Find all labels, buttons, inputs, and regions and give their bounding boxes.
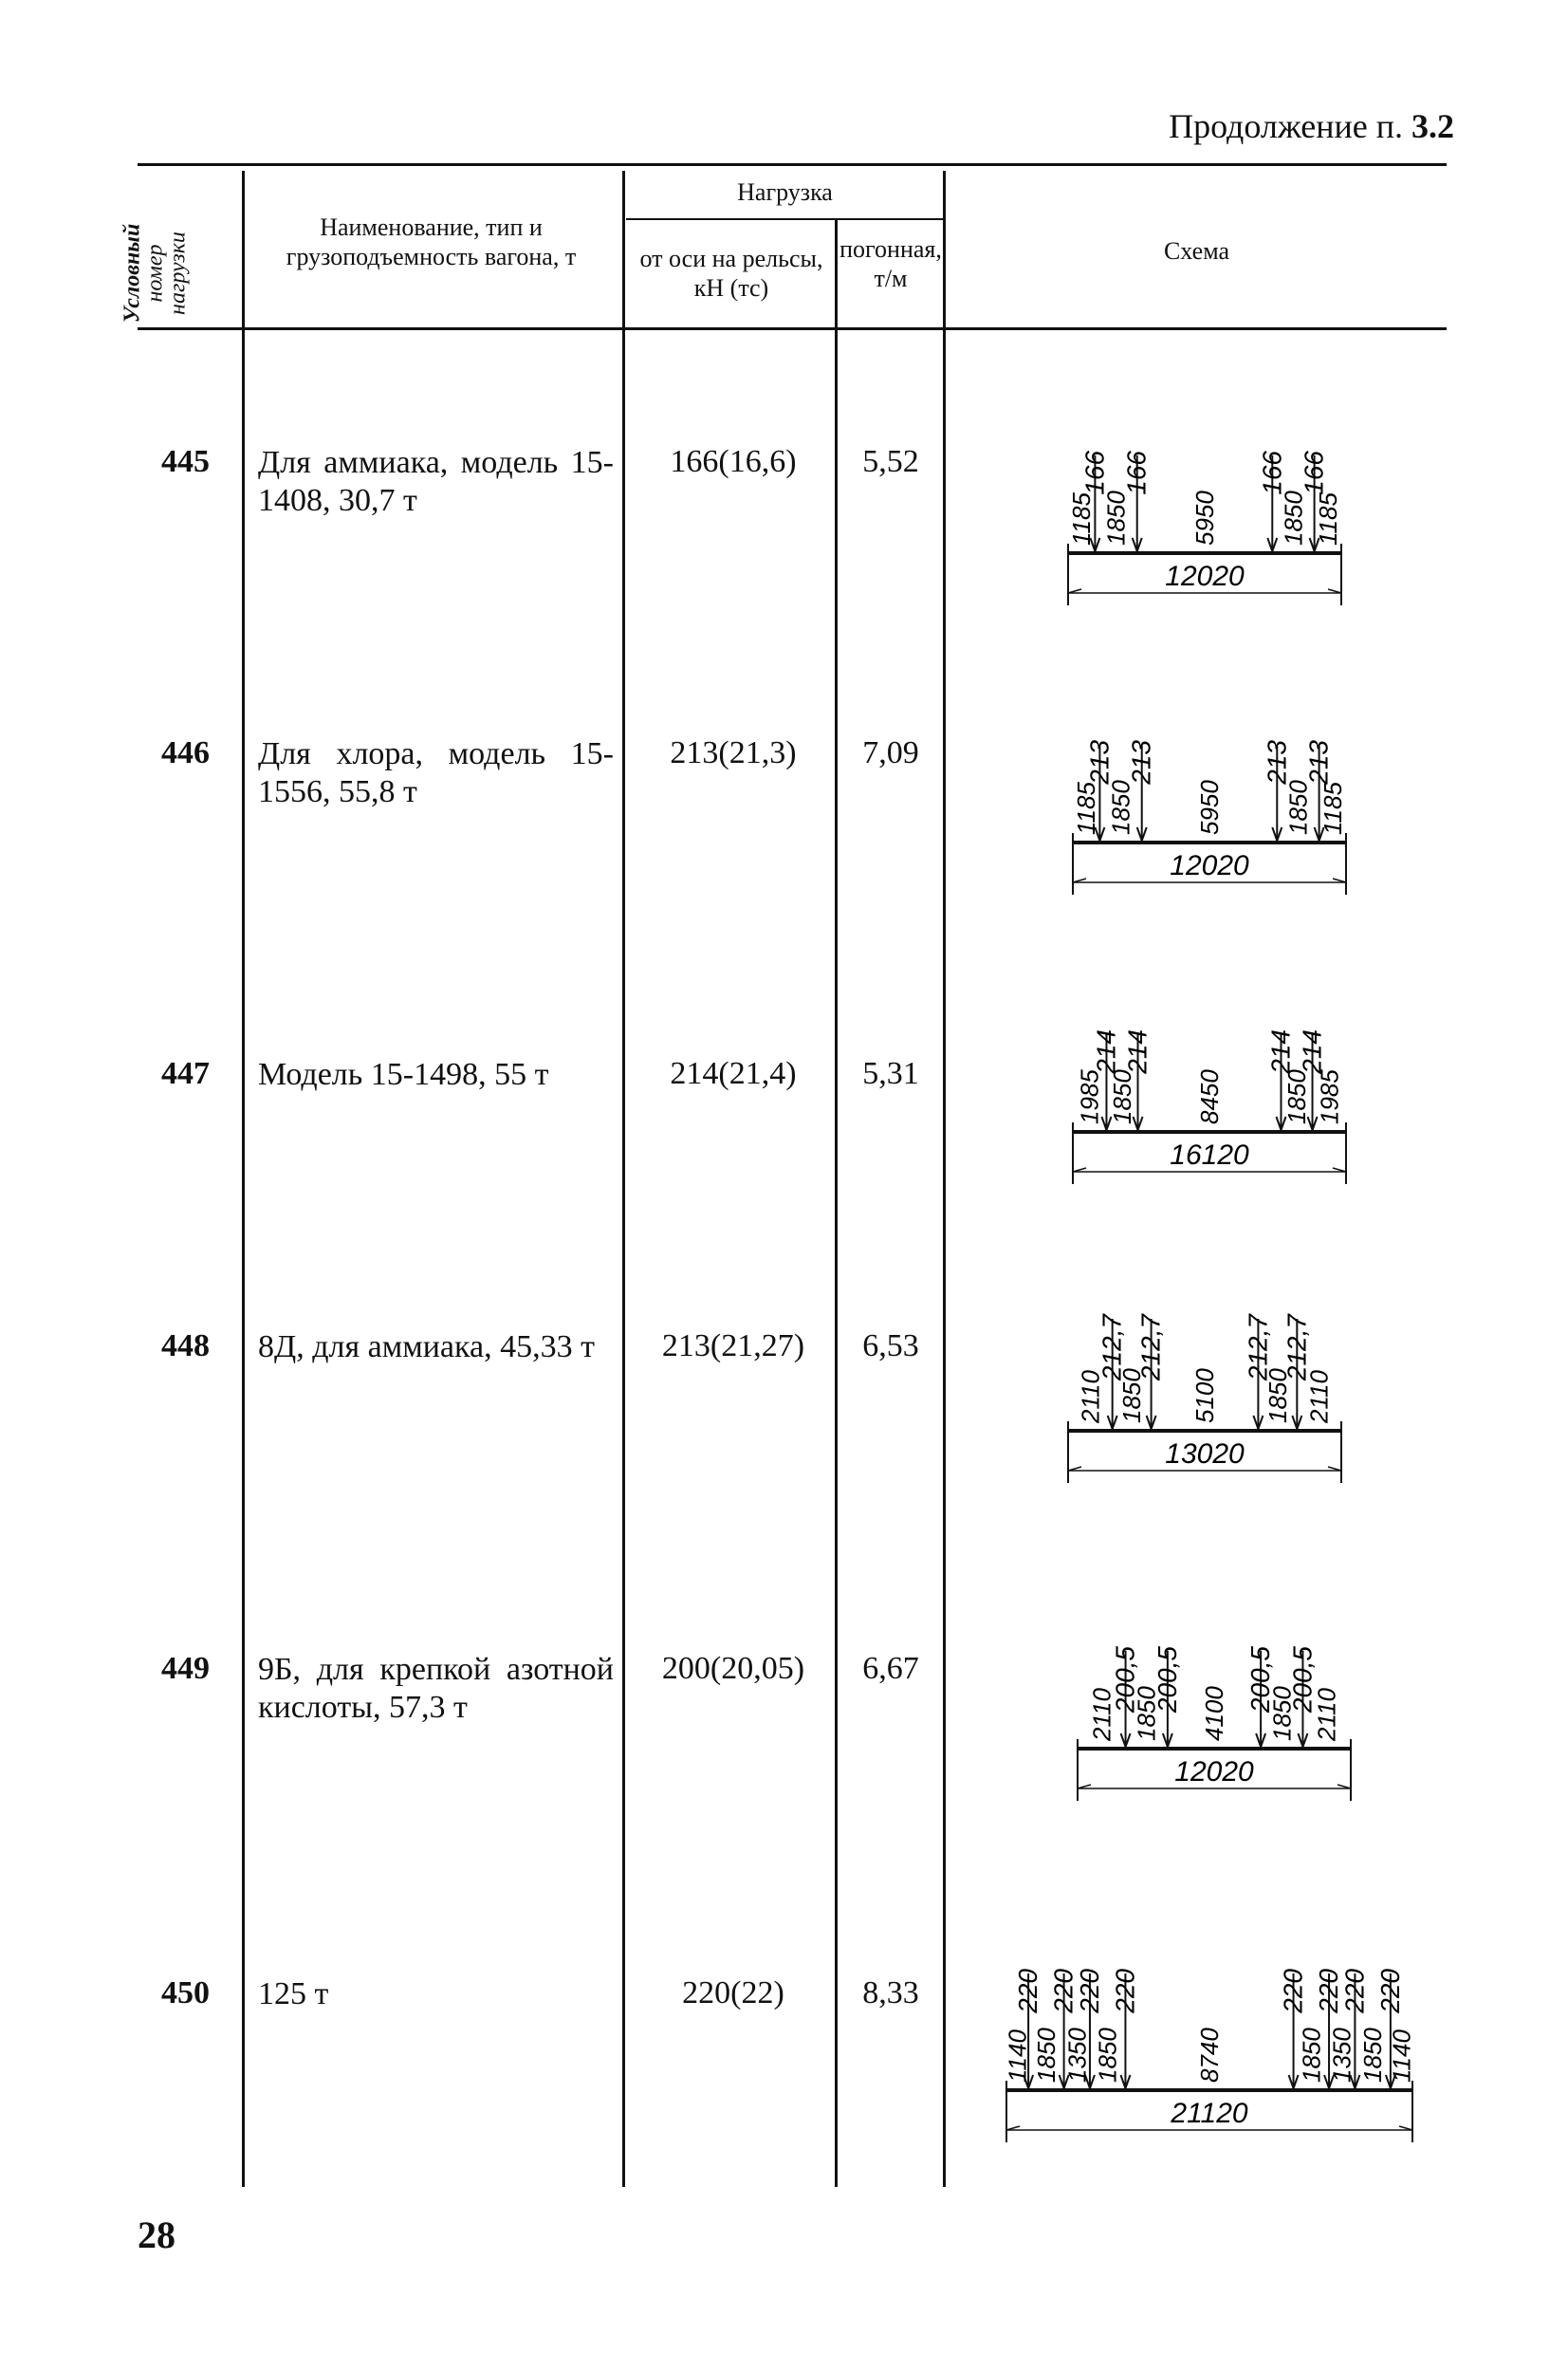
load-scheme <box>1001 1902 1418 2149</box>
scheme-axle-load-label: 220 <box>1339 1969 1370 2013</box>
row-linear-load: 5,52 <box>862 444 919 479</box>
scheme-total-length: 13020 <box>1165 1438 1245 1470</box>
scheme-spacing-label: 1850 <box>1267 1686 1297 1741</box>
scheme-total-length: 16120 <box>1170 1139 1249 1171</box>
scheme-total-length: 12020 <box>1170 850 1249 881</box>
row-name: 8Д, для аммиака, 45,33 т <box>258 1329 595 1364</box>
scheme-spacing-label: 1850 <box>1279 491 1308 546</box>
scheme-axle-load-label: 220 <box>1278 1969 1308 2013</box>
scheme-spacing-label: 1850 <box>1358 2028 1388 2083</box>
scheme-axle-load-label: 220 <box>1048 1969 1079 2013</box>
header-load-linear: погонная, т/м <box>839 235 942 292</box>
load-subheader-rule <box>626 218 944 220</box>
scheme-axle-load-label: 214 <box>1297 1029 1327 1074</box>
row-linear-load: 6,53 <box>862 1328 919 1363</box>
row-number: 447 <box>161 1056 210 1091</box>
row-number: 449 <box>161 1651 210 1686</box>
scheme-spacing-label: 1850 <box>1117 1368 1147 1423</box>
col-divider-3 <box>835 220 838 2187</box>
scheme-axle-load-label: 213 <box>1262 740 1292 785</box>
scheme-spacing-label: 1350 <box>1062 2028 1092 2083</box>
scheme-axle-load-label: 213 <box>1303 740 1334 785</box>
scheme-spacing-label: 1850 <box>1283 780 1313 835</box>
scheme-axle-load-label: 220 <box>1314 1969 1344 2013</box>
scheme-total-length: 21120 <box>1171 2098 1248 2129</box>
scheme-total-length: 12020 <box>1174 1756 1254 1788</box>
row-linear-load: 7,09 <box>862 735 919 770</box>
load-scheme <box>1067 963 1352 1191</box>
scheme-spacing-label: 1185 <box>1067 492 1097 546</box>
scheme-spacing-label: 5950 <box>1190 491 1219 546</box>
col-divider-4 <box>943 171 946 2187</box>
scheme-axle-load-label: 220 <box>1074 1969 1104 2013</box>
scheme-spacing-label: 2110 <box>1304 1370 1334 1423</box>
scheme-axle-load-label: 220 <box>1374 1969 1405 2013</box>
row-axle-load: 214(21,4) <box>670 1056 797 1091</box>
load-scheme <box>1062 1248 1347 1490</box>
scheme-spacing-label: 2110 <box>1087 1688 1116 1741</box>
header-number-line1: Условный <box>120 223 145 324</box>
scheme-spacing-label: 1185 <box>1313 492 1342 546</box>
row-axle-load: 213(21,3) <box>670 735 797 770</box>
continuation-prefix: Продолжение п. <box>1169 107 1403 145</box>
scheme-axle-load-label: 200,5 <box>1152 1646 1182 1714</box>
scheme-spacing-label: 1850 <box>1297 2028 1326 2083</box>
scheme-axle-load-label: 212,7 <box>1282 1314 1312 1381</box>
load-scheme <box>1067 674 1352 901</box>
load-scheme <box>1062 384 1347 612</box>
scheme-spacing-label: 8740 <box>1195 2028 1224 2083</box>
scheme-axle-load-label: 200,5 <box>1110 1646 1140 1714</box>
header-name: Наименование, тип и грузоподъемность вагона, т <box>286 213 577 270</box>
scheme-total-length: 12020 <box>1165 561 1245 592</box>
scheme-axle-load-label: 214 <box>1265 1029 1296 1074</box>
scheme-spacing-label: 1985 <box>1315 1069 1344 1124</box>
col-divider-2 <box>622 171 625 2187</box>
row-linear-load: 8,33 <box>862 1975 919 2010</box>
table-top-rule <box>138 163 1447 166</box>
scheme-spacing-label: 1140 <box>1003 2029 1032 2083</box>
row-number: 448 <box>161 1328 210 1363</box>
scheme-axle-load-label: 220 <box>1110 1969 1140 2013</box>
scheme-spacing-label: 1850 <box>1031 2028 1061 2083</box>
scheme-axle-load-label: 220 <box>1013 1969 1043 2013</box>
scheme-spacing-label: 1850 <box>1263 1368 1292 1423</box>
row-axle-load: 220(22) <box>682 1975 784 2010</box>
col-divider-1 <box>242 171 245 2187</box>
continuation-number: 3.2 <box>1411 107 1454 145</box>
row-axle-load: 200(20,05) <box>661 1651 805 1686</box>
scheme-axle-load-label: 200,5 <box>1245 1646 1276 1714</box>
scheme-spacing-label: 1850 <box>1107 1069 1136 1124</box>
row-number: 445 <box>161 444 210 479</box>
scheme-spacing-label: 1985 <box>1075 1069 1104 1124</box>
row-linear-load: 6,67 <box>862 1651 919 1686</box>
scheme-spacing-label: 5100 <box>1190 1368 1219 1423</box>
header-load-axle: от оси на рельсы, кН (тс) <box>639 245 823 302</box>
row-linear-load: 5,31 <box>862 1056 919 1091</box>
scheme-axle-load-label: 214 <box>1122 1029 1153 1074</box>
scheme-spacing-label: 5950 <box>1195 780 1224 835</box>
scheme-spacing-label: 1185 <box>1318 782 1347 835</box>
row-name: Для аммиака, модель 15-1408, 30,7 т <box>258 445 614 518</box>
row-axle-load: 213(21,27) <box>661 1328 805 1363</box>
scheme-axle-load-label: 166 <box>1299 451 1329 495</box>
row-number: 446 <box>161 735 210 770</box>
scheme-spacing-label: 8450 <box>1195 1069 1224 1124</box>
scheme-spacing-label: 1850 <box>1093 2028 1122 2083</box>
scheme-axle-load-label: 214 <box>1091 1029 1121 1074</box>
header-number-line2: номер <box>142 244 168 303</box>
row-name: Для хлора, модель 15-1556, 55,8 т <box>258 736 614 809</box>
header-scheme: Схема <box>1163 237 1230 265</box>
continuation-note <box>1169 106 1454 146</box>
table-header-rule <box>138 327 1447 330</box>
header-number <box>121 191 207 357</box>
scheme-spacing-label: 1850 <box>1282 1069 1312 1124</box>
load-scheme <box>1072 1580 1356 1807</box>
header-load: Нагрузка <box>737 178 833 206</box>
scheme-spacing-label: 1140 <box>1387 2029 1416 2083</box>
scheme-spacing-label: 1850 <box>1132 1686 1161 1741</box>
scheme-spacing-label: 2110 <box>1312 1688 1341 1741</box>
scheme-axle-load-label: 166 <box>1079 451 1110 495</box>
scheme-spacing-label: 1850 <box>1101 491 1131 546</box>
page-number: 28 <box>138 2214 175 2256</box>
scheme-axle-load-label: 166 <box>1121 451 1152 495</box>
row-name: 9Б, для крепкой азотной кислоты, 57,3 т <box>258 1652 614 1725</box>
row-axle-load: 166(16,6) <box>670 444 797 479</box>
header-number-line3: нагрузки <box>165 232 191 315</box>
scheme-spacing-label: 1350 <box>1327 2028 1356 2083</box>
scheme-axle-load-label: 166 <box>1257 451 1287 495</box>
scheme-axle-load-label: 213 <box>1084 740 1115 785</box>
scheme-axle-load-label: 212,7 <box>1243 1314 1273 1381</box>
scheme-spacing-label: 2110 <box>1076 1370 1105 1423</box>
scheme-spacing-label: 1850 <box>1106 780 1135 835</box>
row-name: 125 т <box>258 1976 329 2011</box>
scheme-spacing-label: 4100 <box>1200 1686 1228 1741</box>
scheme-spacing-label: 1185 <box>1072 782 1101 835</box>
row-name: Модель 15-1498, 55 т <box>258 1057 549 1092</box>
scheme-axle-load-label: 200,5 <box>1287 1646 1318 1714</box>
row-number: 450 <box>161 1975 210 2010</box>
scheme-axle-load-label: 213 <box>1126 740 1156 785</box>
scheme-axle-load-label: 212,7 <box>1135 1314 1166 1381</box>
scheme-axle-load-label: 212,7 <box>1097 1314 1127 1381</box>
